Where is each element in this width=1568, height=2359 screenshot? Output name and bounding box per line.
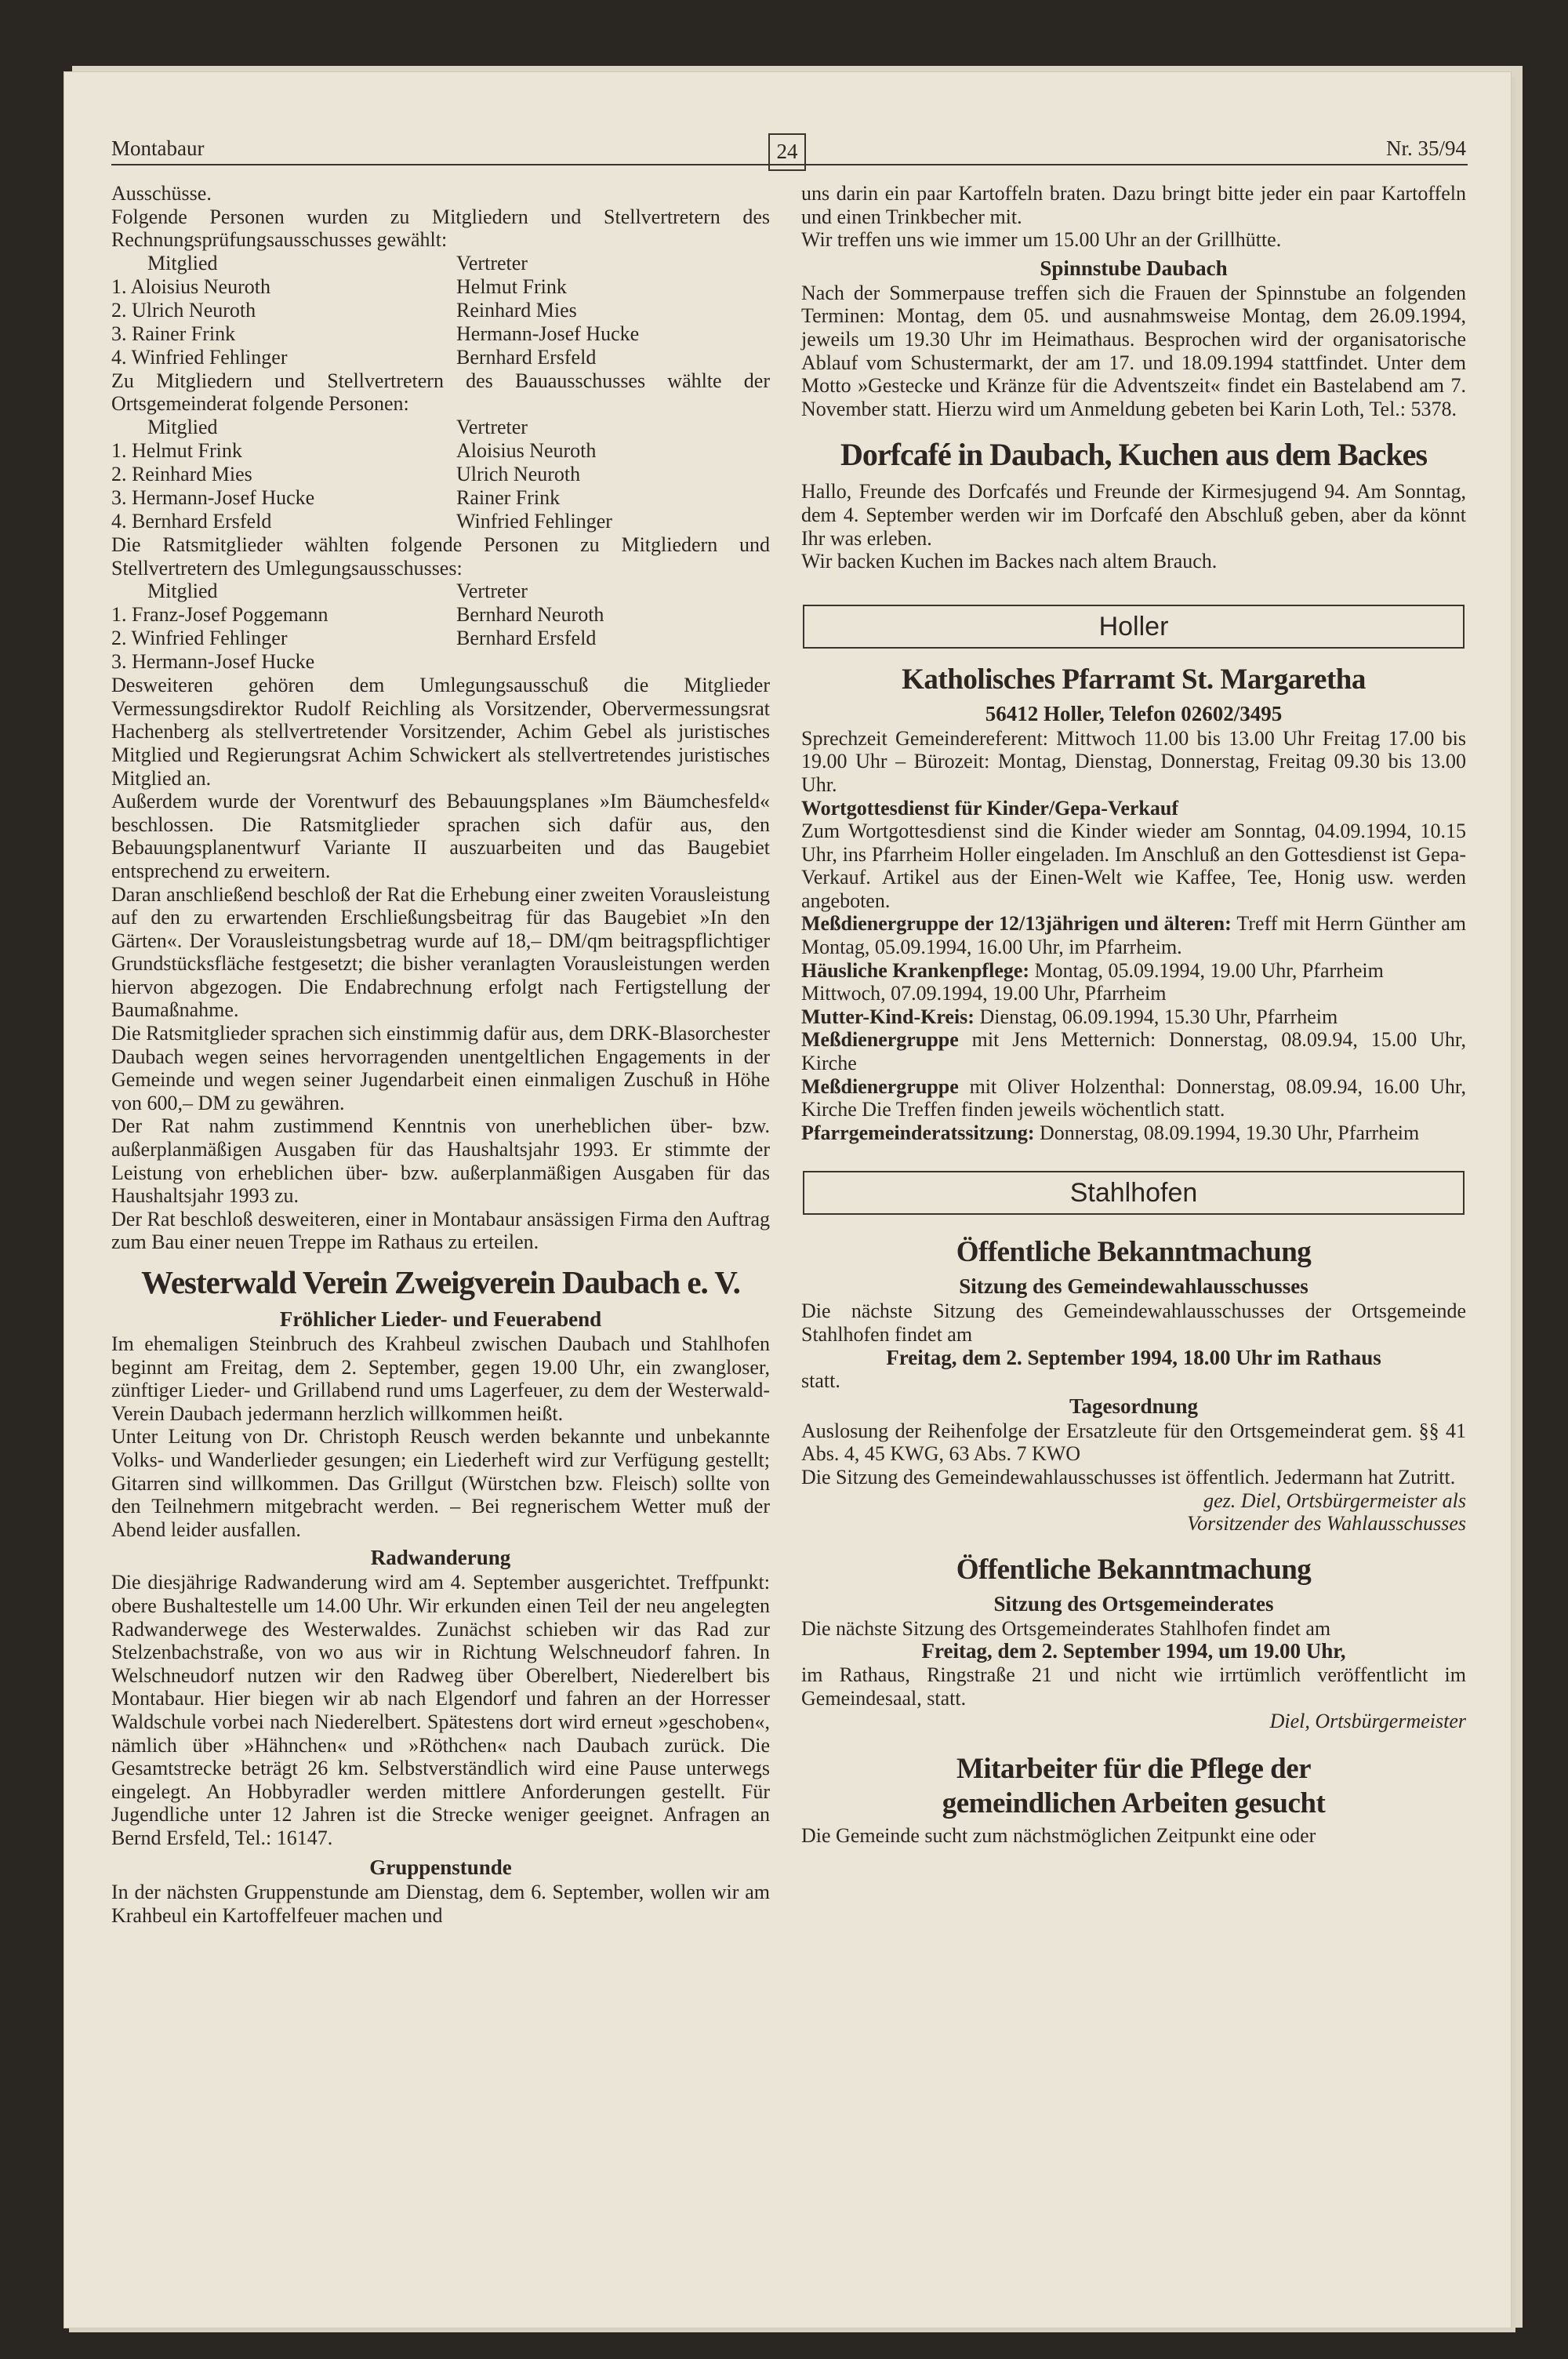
- paragraph: Zu Mitgliedern und Stellvertretern des Bauausschusses wählte der Ortsgemeinderat folgende Personen:: [111, 369, 770, 416]
- list-item: 1. Franz-Josef Poggemann Bernhard Neuroth: [111, 603, 604, 627]
- date-line: Freitag, dem 2. September 1994, 18.00 Uhr im Rathaus: [886, 1345, 1381, 1369]
- paragraph: Ausschüsse.: [111, 182, 212, 205]
- paragraph: Die Sitzung des Gemeindewahlausschusses ist öffentlich. Jedermann hat Zutritt.: [801, 1465, 1456, 1488]
- section-subtitle: Radwanderung: [370, 1546, 511, 1570]
- list-item: 2. Winfried Fehlinger Bernhard Ersfeld: [111, 627, 597, 650]
- signature: Diel, Ortsbürgermeister: [1269, 1710, 1466, 1733]
- paragraph-heading: Wortgottesdienst für Kinder/Gepa-Verkauf: [801, 796, 1178, 820]
- paragraph: Die Ratsmitglieder wählten folgende Personen zu Mitgliedern und Stellvertretern des Umlegungsausschusses:: [111, 533, 770, 580]
- paragraph: Die Ratsmitglieder sprachen sich einstimmig dafür aus, dem DRK-Blasorchester Daubach wegen seines hervorragenden unentgeltlichen Engagements in der Gemeinde und wegen seiner Jugendarbeit einen einmaligen Zuschuß in Höhe von 600,– DM zu gewähren.: [111, 1022, 770, 1114]
- paragraph: Mittwoch, 07.09.1994, 19.00 Uhr, Pfarrheim: [801, 982, 1167, 1005]
- list-head: Mitglied Vertreter: [147, 251, 528, 274]
- paragraph: Die diesjährige Radwanderung wird am 4. September ausgerichtet. Treffpunkt: obere Bushaltestelle um 14.00 Uhr. Wir erkunden einen Teil der neu angelegten Radwanderwege des Westerwaldes. Zunächst schieben wir das Rad zur Stelzenbachstraße, von wo aus wir in Richtung Welschneudorf fahren. In Welschneudorf nutzen wir den Radweg über Oberelbert, Niederelbert bis Montabaur. Hier biegen wir ab nach Elgendorf und fahren an der Horresser Waldschule vorbei nach Niederelbert. Spätestens dort wird erneut »geschoben«, nämlich über »Hähnchen« und »Röthchen« nach Daubach zurück. Die Gesamtstrecke beträgt 26 km. Selbstverständlich wird eine Pause unterwegs eingelegt. An Hobbyradler werden mittlere Anforderungen gestellt. Für Jugendliche unter 12 Jahren ist die Strecke weniger geeignet. Anfragen an Bernd Ersfeld, Tel.: 16147.: [111, 1571, 770, 1849]
- paragraph: Daran anschließend beschloß der Rat die Erhebung einer zweiten Vorausleistung auf den zu erwartenden Erschließungsbeitrag für das Baugebiet »In den Gärten«. Der Vorausleistungsbetrag wurde auf 18,– DM/qm beitragspflichtiger Grundstücksfläche festgesetzt; die bisher veranlagten Vorausleistungen werden hiervon abgezogen. Die Endabrechnung erfolgt nach Fertigstellung der Baumaßnahme.: [111, 882, 770, 1022]
- right-column: [801, 182, 1466, 1847]
- paragraph: Auslosung der Reihenfolge der Ersatzleute für den Ortsgemeinderat gem. §§ 41 Abs. 4, 45 KWG, 63 Abs. 7 KWO: [801, 1419, 1466, 1466]
- paragraph: Meßdienergruppe der 12/13jährigen und älteren: Treff mit Herrn Günther am Montag, 05.09.1994, 16.00 Uhr, im Pfarrheim.: [801, 912, 1466, 959]
- paragraph: Meßdienergruppe mit Jens Metternich: Donnerstag, 08.09.94, 15.00 Uhr, Kirche: [801, 1028, 1466, 1075]
- paragraph: Hallo, Freunde des Dorfcafés und Freunde der Kirmesjugend 94. Am Sonntag, dem 4. September werden wir im Dorfcafé den Abschluß geben, aber da könnt Ihr was erleben.: [801, 480, 1466, 550]
- article-title: Öffentliche Bekanntmachung: [956, 1553, 1312, 1586]
- paragraph: Die nächste Sitzung des Gemeindewahlausschusses der Ortsgemeinde Stahlhofen findet am: [801, 1299, 1466, 1346]
- paragraph: In der nächsten Gruppenstunde am Dienstag, dem 6. September, wollen wir am Krahbeul ein Kartoffelfeuer machen und: [111, 1881, 770, 1928]
- list-item: 4. Winfried Fehlinger Bernhard Ersfeld: [111, 345, 597, 369]
- list-head: Mitglied Vertreter: [147, 415, 528, 438]
- article-title: Mitarbeiter für die Pflege der: [956, 1752, 1312, 1785]
- article-title: Westerwald Verein Zweigverein Daubach e. V.: [141, 1264, 740, 1300]
- paragraph: Die nächste Sitzung des Ortsgemeinderates Stahlhofen findet am: [801, 1616, 1331, 1640]
- paragraph: Pfarrgemeinderatssitzung: Donnerstag, 08.09.1994, 19.30 Uhr, Pfarrheim: [801, 1121, 1420, 1144]
- list-item: 4. Bernhard Ersfeld Winfried Fehlinger: [111, 509, 612, 533]
- paragraph: Außerdem wurde der Vorentwurf des Bebauungsplanes »Im Bäumchesfeld« beschlossen. Die Ratsmitglieder sprachen sich dafür aus, den Bebauungsplanentwurf Variante II auszuarbeiten und das Baugebiet entsprechend zu erweitern.: [111, 790, 770, 882]
- paragraph: statt.: [801, 1369, 840, 1393]
- header-issue: Nr. 35/94: [1385, 136, 1466, 160]
- paragraph: Wir backen Kuchen im Backes nach altem Brauch.: [801, 550, 1218, 573]
- article-title: Katholisches Pfarramt St. Margaretha: [902, 663, 1366, 696]
- paragraph: Sprechzeit Gemeindereferent: Mittwoch 11.00 bis 13.00 Uhr Freitag 17.00 bis 19.00 Uhr – Bürozeit: Montag, Dienstag, Donnerstag, Freitag 09.30 bis 13.00 Uhr.: [801, 726, 1466, 796]
- paragraph: Die Gemeinde sucht zum nächstmöglichen Zeitpunkt eine oder: [801, 1823, 1316, 1847]
- signature: gez. Diel, Ortsbürgermeister als: [1203, 1488, 1466, 1512]
- date-line: Freitag, dem 2. September 1994, um 19.00 Uhr,: [921, 1639, 1346, 1663]
- paragraph: Der Rat beschloß desweiteren, einer in Montabaur ansässigen Firma den Auftrag zum Bau einer neuen Treppe im Rathaus zu erteilen.: [111, 1207, 770, 1254]
- paragraph: Häusliche Krankenpflege: Montag, 05.09.1994, 19.00 Uhr, Pfarrheim: [801, 958, 1384, 982]
- list-item: 3. Hermann-Josef Hucke Rainer Frink: [111, 485, 561, 509]
- list-head: Mitglied Vertreter: [147, 580, 528, 603]
- paragraph: Wir treffen uns wie immer um 15.00 Uhr an der Grillhütte.: [801, 228, 1282, 252]
- paragraph: uns darin ein paar Kartoffeln braten. Dazu bringt bitte jeder ein paar Kartoffeln und einen Trinkbecher mit.: [801, 182, 1466, 228]
- paragraph: Mutter-Kind-Kreis: Dienstag, 06.09.1994, 15.30 Uhr, Pfarrheim: [801, 1005, 1338, 1028]
- section-box-stahlhofen: Stahlhofen: [803, 1171, 1465, 1215]
- section-subtitle: Tagesordnung: [1069, 1394, 1199, 1418]
- header-town: Montabaur: [111, 136, 205, 160]
- list-item: 1. Aloisius Neuroth Helmut Frink: [111, 274, 567, 298]
- paragraph: Der Rat nahm zustimmend Kenntnis von unerheblichen über- bzw. außerplanmäßigen Ausgaben für das Haushaltsjahr 1993. Er stimmte der Leistung von erheblichen über- bzw. außerplanmäßigen Ausgaben für das Haushaltsjahr 1993 zu.: [111, 1114, 770, 1208]
- paragraph: Desweiteren gehören dem Umlegungsausschuß die Mitglieder Vermessungsdirektor Rudolf Reichling als Vorsitzender, Obervermessungsrat Hachenberg als stellvertretender Vorsitzender, Achim Gebel als juristisches Mitglied und Regierungsrat Achim Schwickert als stellvertretendes juristisches Mitglied an.: [111, 674, 770, 790]
- article-title: Dorfcafé in Daubach, Kuchen aus dem Backes: [840, 437, 1428, 473]
- list-item: 2. Ulrich Neuroth Reinhard Mies: [111, 298, 577, 322]
- paragraph: im Rathaus, Ringstraße 21 und nicht wie irrtümlich veröffentlicht im Gemeindesaal, statt.: [801, 1663, 1466, 1710]
- section-subtitle: Sitzung des Gemeindewahlausschusses: [959, 1274, 1308, 1299]
- article-title: gemeindlichen Arbeiten gesucht: [942, 1787, 1326, 1819]
- left-column: [111, 182, 770, 1928]
- section-subtitle: 56412 Holler, Telefon 02602/3495: [985, 701, 1283, 725]
- section-box-holler: Holler: [803, 605, 1465, 649]
- paragraph: Folgende Personen wurden zu Mitgliedern und Stellvertretern des Rechnungsprüfungsausschusses gewählt:: [111, 205, 770, 252]
- paragraph: Zum Wortgottesdienst sind die Kinder wieder am Sonntag, 04.09.1994, 10.15 Uhr, ins Pfarrheim Holler eingeladen. Im Anschluß an den Gottesdienst ist Gepa-Verkauf. Artikel aus der Einen-Welt wie Kaffee, Tee, Honig usw. werden angeboten.: [801, 820, 1466, 912]
- page-number: 24: [768, 133, 806, 171]
- paragraph: Unter Leitung von Dr. Christoph Reusch werden bekannte und unbekannte Volks- und Wanderlieder gesungen; ein Liederheft wird zur Verfügung gestellt; Gitarren sind willkommen. Das Grillgut (Würstchen bzw. Fleisch) sollte von den Teilnehmern mitgebracht werden. – Bei regnerischem Wetter muß der Abend leider ausfallen.: [111, 1425, 770, 1541]
- list-item: 2. Reinhard Mies Ulrich Neuroth: [111, 462, 581, 485]
- section-subtitle: Sitzung des Ortsgemeinderates: [993, 1591, 1274, 1616]
- paragraph: Im ehemaligen Steinbruch des Krahbeul zwischen Daubach und Stahlhofen beginnt am Freitag, dem 2. September, gegen 19.00 Uhr, ein zwangloser, zünftiger Lieder- und Grillabend rund ums Lagerfeuer, zu dem der Westerwald-Verein Daubach jedermann herzlich willkommen heißt.: [111, 1332, 770, 1425]
- paragraph: Meßdienergruppe mit Oliver Holzenthal: Donnerstag, 08.09.94, 16.00 Uhr, Kirche Die Treffen finden jeweils wöchentlich statt.: [801, 1074, 1466, 1121]
- list-item: 3. Hermann-Josef Hucke: [111, 650, 315, 674]
- list-item: 3. Rainer Frink Hermann-Josef Hucke: [111, 322, 640, 345]
- header-rule: [111, 164, 1468, 165]
- paragraph: Nach der Sommerpause treffen sich die Frauen der Spinnstube an folgenden Terminen: Montag, dem 05. und ausnahmsweise Montag, dem 26.09.1994, jeweils um 19.30 Uhr im Heimathaus. Besprochen wird der organisatorische Ablauf vom Schustermarkt, der am 17. und 18.09.1994 stattfindet. Unter dem Motto »Gestecke und Kränze für die Adventszeit« findet ein Bastelabend am 7. November statt. Hierzu wird um Anmeldung gebeten bei Karin Loth, Tel.: 5378.: [801, 281, 1466, 420]
- signature: Vorsitzender des Wahlausschusses: [1187, 1512, 1466, 1536]
- section-subtitle: Spinnstube Daubach: [1040, 256, 1228, 280]
- list-item: 1. Helmut Frink Aloisius Neuroth: [111, 438, 597, 462]
- section-subtitle: Gruppenstunde: [369, 1856, 512, 1880]
- section-subtitle: Fröhlicher Lieder- und Feuerabend: [279, 1307, 602, 1331]
- article-title: Öffentliche Bekanntmachung: [956, 1236, 1312, 1269]
